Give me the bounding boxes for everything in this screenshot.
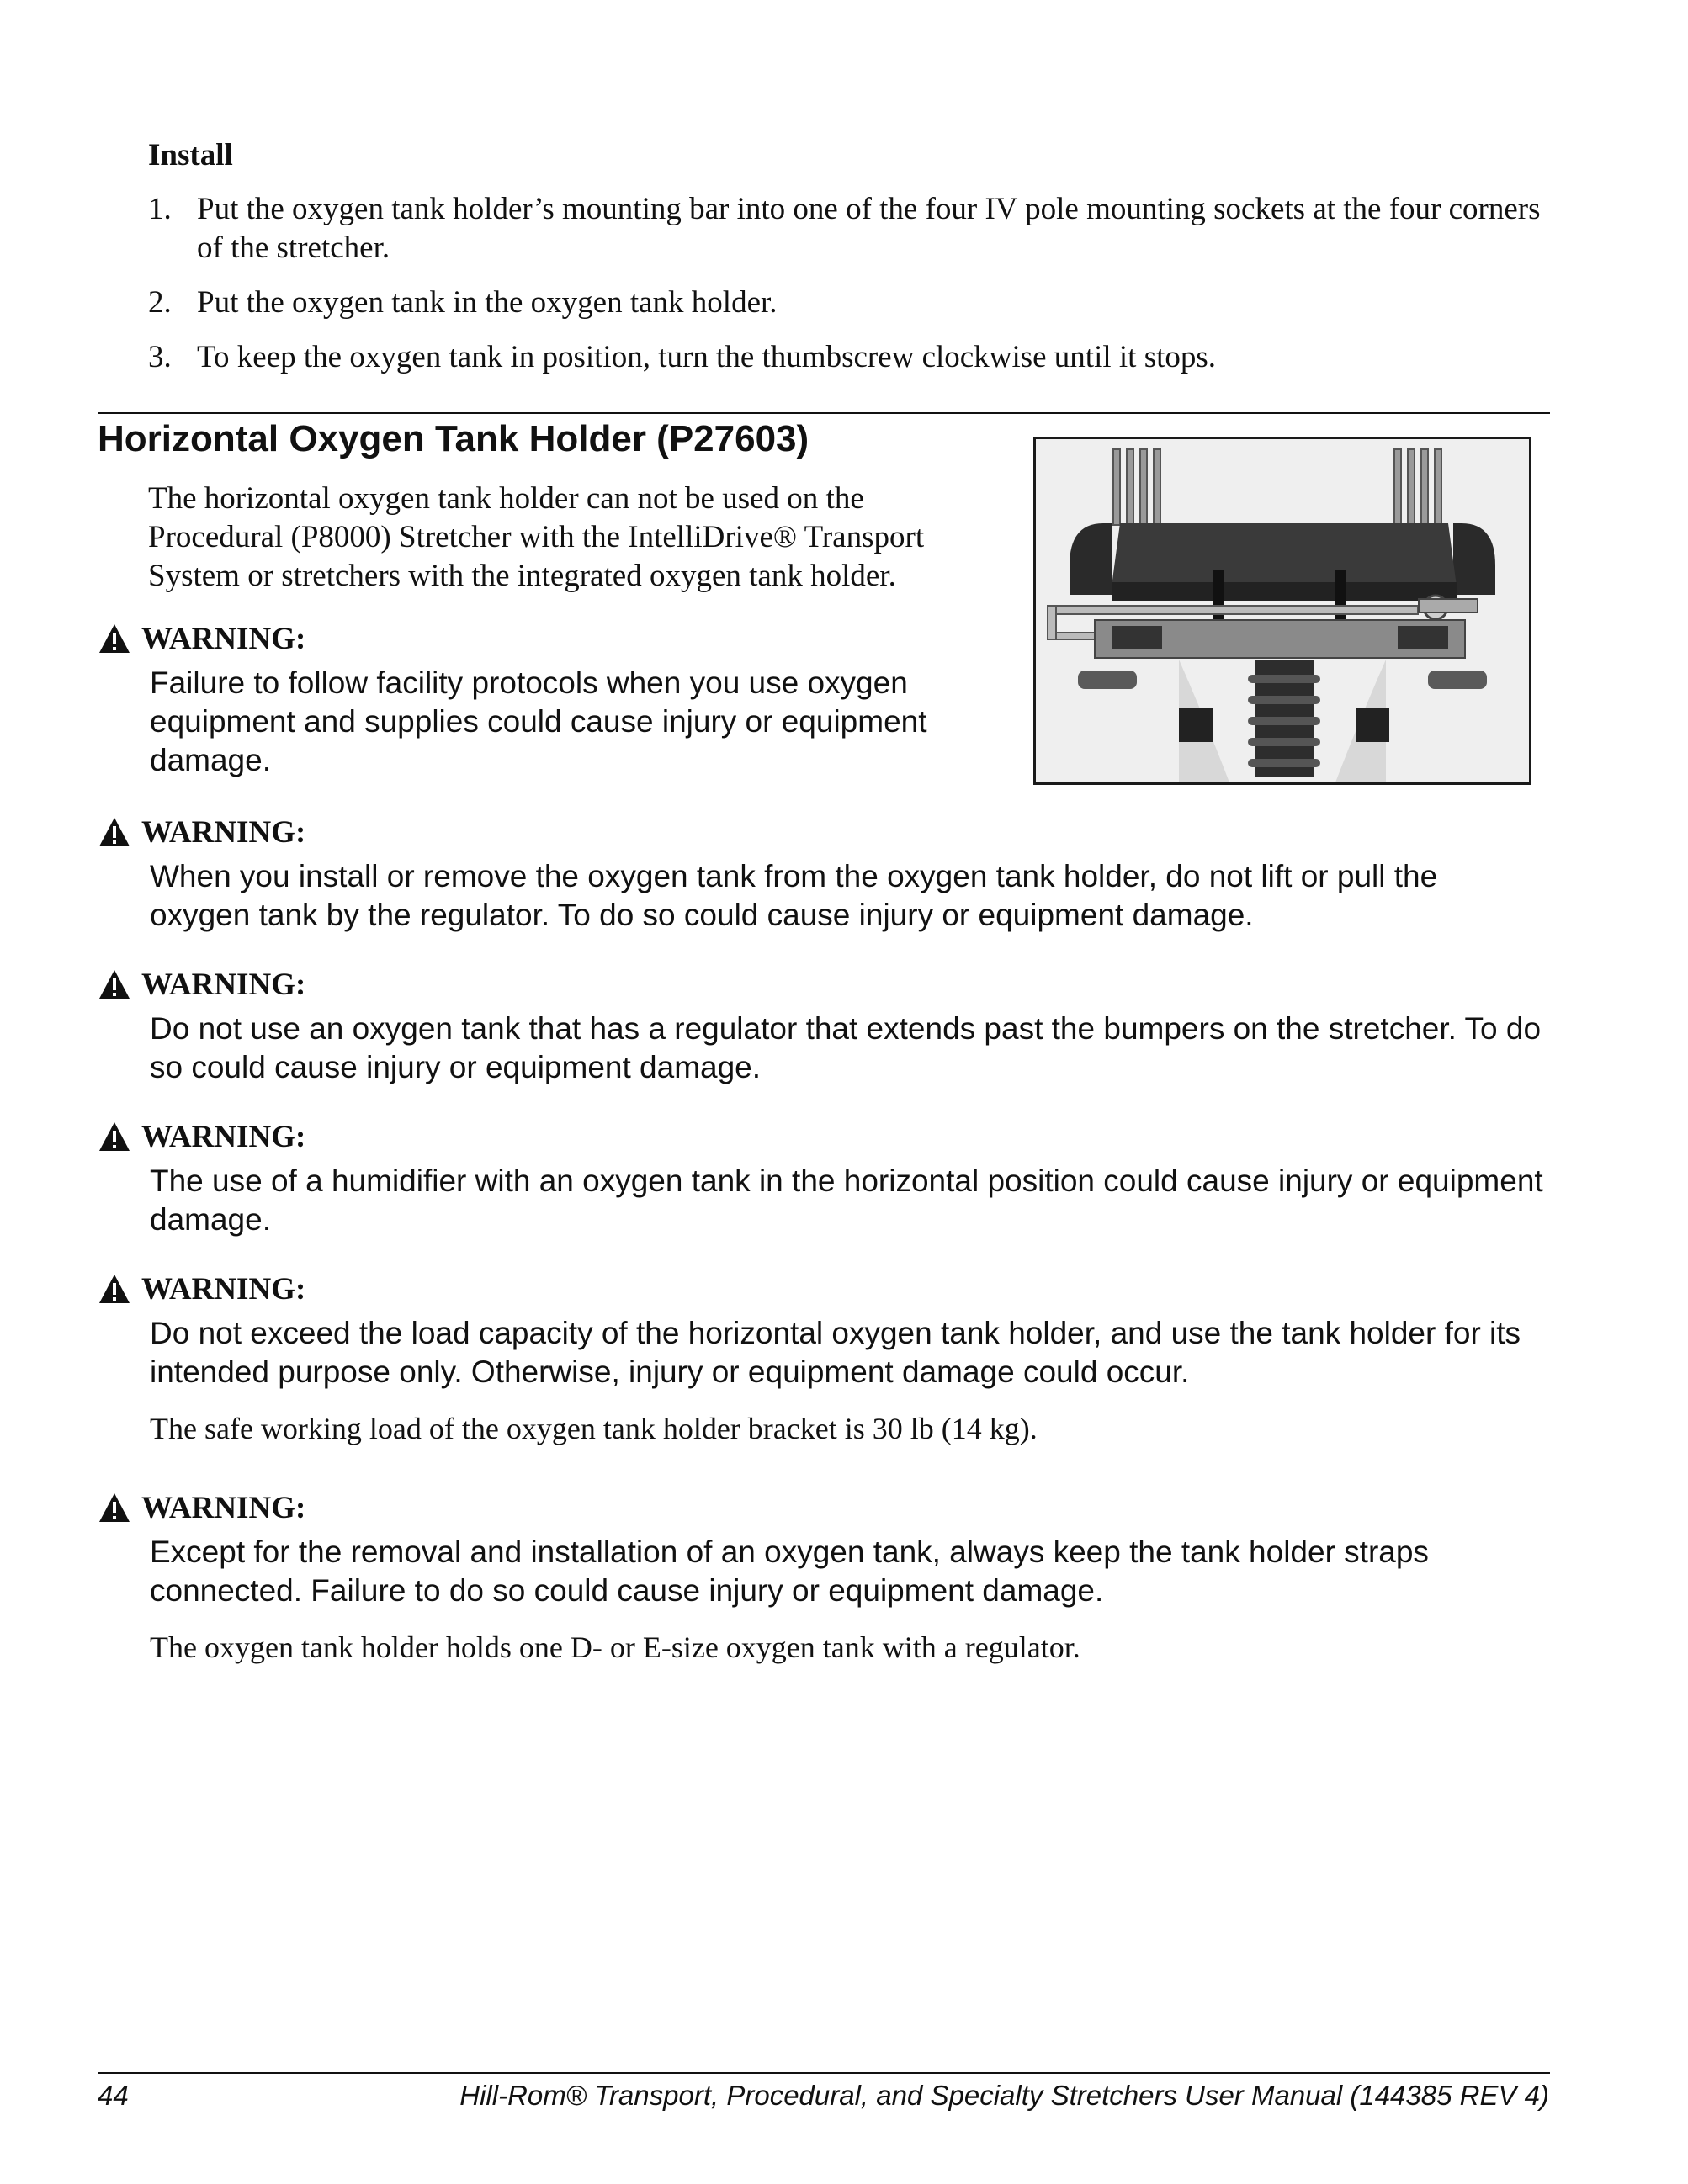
- page-number: 44: [98, 2080, 129, 2111]
- warning-block: [98, 1118, 1545, 1239]
- warning-triangle-icon: [98, 1492, 131, 1524]
- warning-label: WARNING:: [141, 967, 306, 1002]
- warning-header: [98, 620, 1545, 657]
- warning-block: [98, 1270, 1545, 1447]
- warning-label: WARNING:: [141, 1271, 306, 1307]
- warning-text: Do not exceed the load capacity of the horizontal oxygen tank holder, and use the tank holder for its intended purpose only. Otherwise, injury or equipment damage could occur.: [150, 1316, 1521, 1389]
- warning-header: [98, 1489, 1545, 1526]
- warning-label: WARNING:: [141, 621, 306, 656]
- warning-label: WARNING:: [141, 814, 306, 850]
- warning-text: When you install or remove the oxygen tank from the oxygen tank holder, do not lift or pull the oxygen tank by the regulator. To do so could cause injury or equipment damage.: [150, 859, 1438, 932]
- warning-text: Do not use an oxygen tank that has a regulator that extends past the bumpers on the stretcher. To do so could cause injury or equipment damage.: [150, 1011, 1542, 1084]
- warning-header: [98, 1118, 1545, 1155]
- warning-triangle-icon: [98, 1121, 131, 1153]
- warning-note: The safe working load of the oxygen tank holder bracket is 30 lb (14 kg).: [150, 1412, 1038, 1445]
- warning-header: [98, 814, 1545, 851]
- warning-triangle-icon: [98, 816, 131, 848]
- install-step: [148, 284, 1545, 322]
- step-number: 3.: [148, 340, 172, 374]
- step-text: Put the oxygen tank in the oxygen tank holder.: [197, 285, 778, 320]
- warning-block: [98, 620, 1545, 780]
- install-step: [148, 190, 1545, 268]
- warning-text: The use of a humidifier with an oxygen tank in the horizontal position could cause injury or equipment damage.: [150, 1164, 1543, 1237]
- section-divider: [98, 412, 1550, 414]
- warning-block: [98, 814, 1545, 935]
- warning-block: [98, 966, 1545, 1087]
- warning-triangle-icon: [98, 1273, 131, 1305]
- warning-block: [98, 1489, 1545, 1666]
- step-text: To keep the oxygen tank in position, turn the thumbscrew clockwise until it stops.: [197, 340, 1217, 374]
- install-heading: Install: [148, 138, 233, 172]
- install-steps: [148, 190, 1545, 393]
- warning-label: WARNING:: [141, 1119, 306, 1154]
- warning-text: Failure to follow facility protocols when you use oxygen equipment and supplies could cause injury or equipment damage.: [150, 665, 927, 777]
- section-title: Horizontal Oxygen Tank Holder (P27603): [98, 418, 809, 459]
- warning-header: [98, 1270, 1545, 1307]
- warning-header: [98, 966, 1545, 1003]
- warning-note: The oxygen tank holder holds one D- or E-size oxygen tank with a regulator.: [150, 1630, 1080, 1664]
- step-number: 1.: [148, 192, 172, 226]
- warning-label: WARNING:: [141, 1490, 306, 1525]
- warning-triangle-icon: [98, 623, 131, 655]
- step-number: 2.: [148, 285, 172, 320]
- install-step: [148, 338, 1545, 377]
- section-intro: The horizontal oxygen tank holder can not be used on the Procedural (P8000) Stretcher with the IntelliDrive® Transport System or stretchers with the integrated oxygen tank holder.: [148, 481, 925, 593]
- step-text: Put the oxygen tank holder’s mounting bar into one of the four IV pole mounting sockets at the four corners of the stretcher.: [197, 192, 1541, 265]
- warning-triangle-icon: [98, 968, 131, 1000]
- warning-text: Except for the removal and installation of an oxygen tank, always keep the tank holder straps connected. Failure to do so could cause injury or equipment damage.: [150, 1535, 1429, 1608]
- footer-divider: [98, 2072, 1550, 2074]
- manual-title: Hill-Rom® Transport, Procedural, and Specialty Stretchers User Manual (144385 REV 4): [459, 2080, 1549, 2111]
